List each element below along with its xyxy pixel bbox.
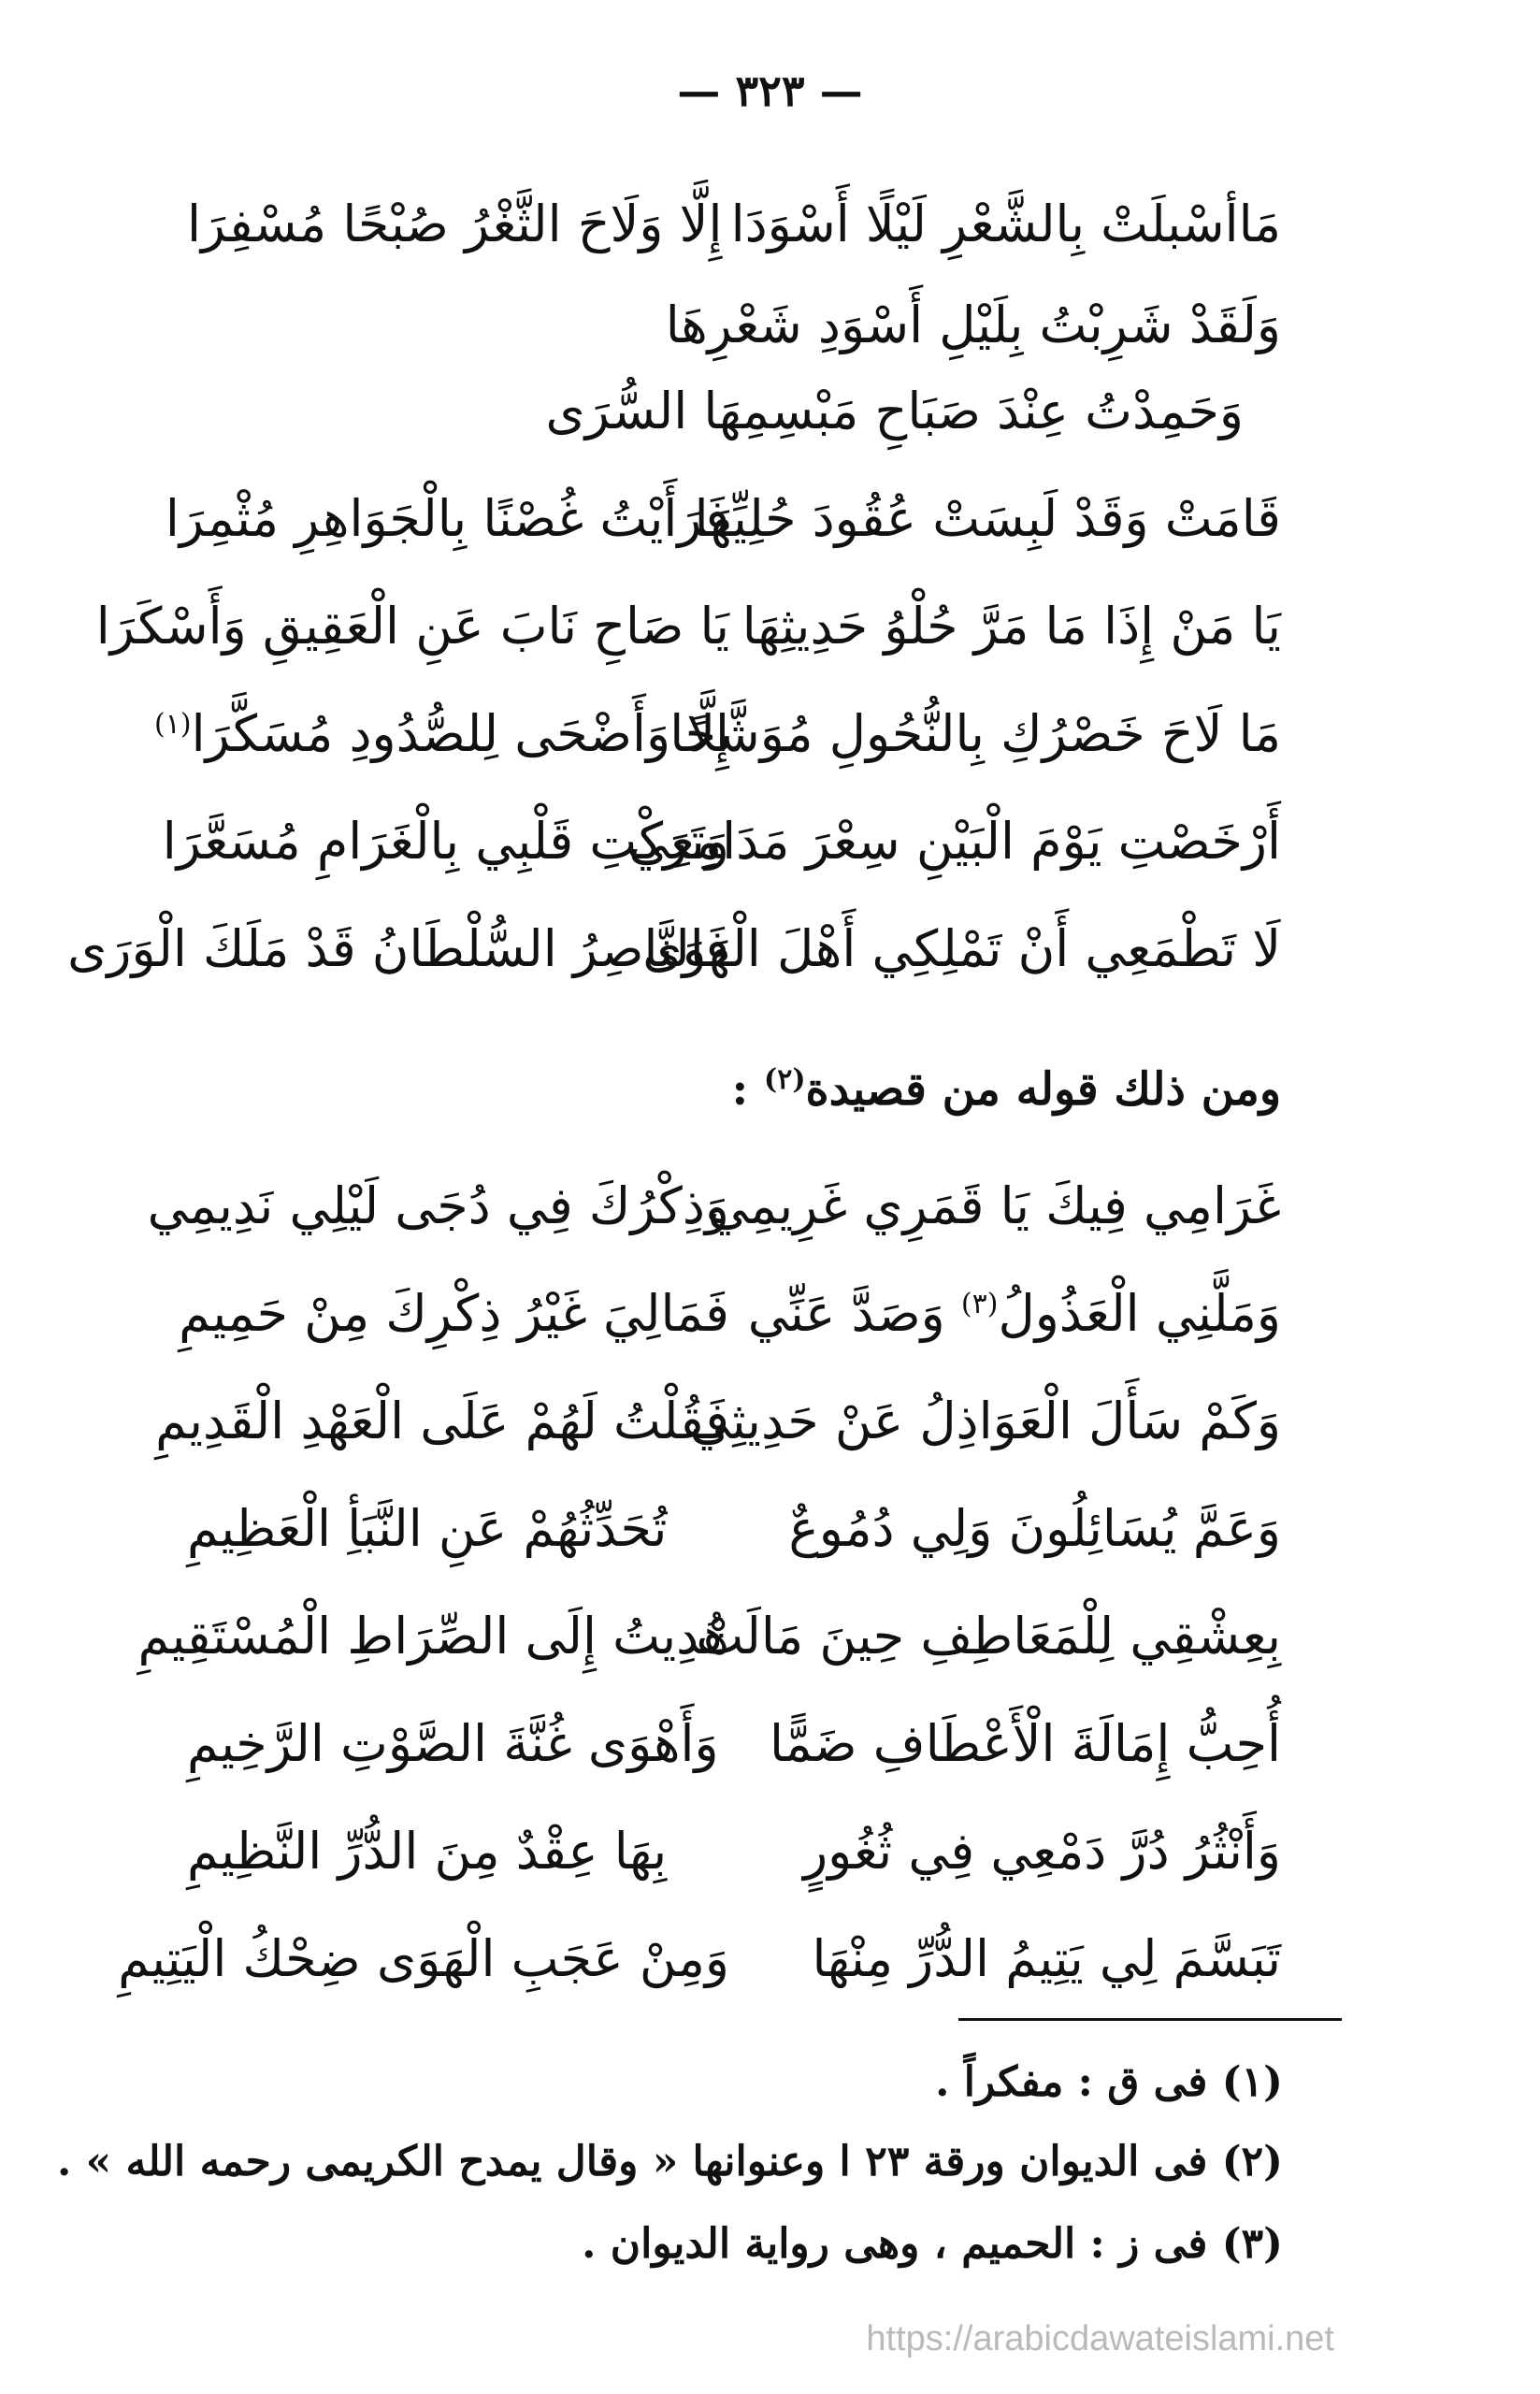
verse-second-hemistich: بِهَا عِقْدٌ مِنَ الدُّرِّ النَّظِيمِ [187, 1822, 668, 1881]
footnote-3: (٣) فى ز : الحميم ، وهى رواية الديوان . [582, 2220, 1283, 2268]
verse-first-hemistich: قَامَتْ وَقَدْ لَبِسَتْ عُقُودَ حُلِيِّهَا [694, 489, 1281, 548]
watermark-url: https://arabicdawateislami.net [866, 2319, 1334, 2358]
verse-second-hemistich: إِلَّا وَلَاحَ الثَّغْرُ صُبْحًا مُسْفِرَا [187, 195, 723, 253]
verse-first-hemistich: وَحَمِدْتُ عِنْدَ صَبَاحِ مَبْسِمِهَا السُّرَى [545, 382, 1244, 440]
verse-line [162, 804, 1281, 879]
verse-line [165, 482, 1281, 556]
verse-line [187, 1814, 1281, 1889]
verse-first-hemistich: وَلَقَدْ شَرِبْتُ بِلَيْلِ أَسْوَدِ شَعْرِهَا [665, 296, 1281, 354]
verse-second-hemistich: فَمَالِيَ غَيْرُ ذِكْرِكَ مِنْ حَمِيمِ [179, 1284, 729, 1343]
poem-intro [533, 1057, 1281, 1122]
verse-first-hemistich: أَرْخَصْتِ يَوْمَ الْبَيْنِ سِعْرَ مَدَامِعِي [628, 812, 1281, 871]
verse-first-hemistich: وَأَنْثُرُ دُرَّ دَمْعِي فِي ثُغُورٍ [803, 1822, 1281, 1881]
verse-first-hemistich: مَا لَاحَ خَصْرُكِ بِالنُّحُولِ مُوَشَّحًا [669, 704, 1281, 763]
verse-second-hemistich: يَا صَاحِ نَابَ عَنِ الْعَقِيقِ وَأَسْكَرَا [95, 597, 729, 656]
verse-text: وَمَلَّنِي الْعَذُولُ [998, 1284, 1281, 1343]
verse-line [187, 1707, 1281, 1781]
verse-first-hemistich: لَا تَطْمَعِي أَنْ تَمْلِكِي أَهْلَ الْهَوَى [642, 919, 1281, 978]
verse-first-hemistich: وَعَمَّ يُسَائِلُونَ وَلِي دُمُوعٌ [788, 1499, 1281, 1558]
verse-line [147, 1169, 1281, 1244]
verse-second-hemistich: تُحَدِّثُهُمْ عَنِ النَّبَأِ الْعَظِيمِ [187, 1499, 668, 1558]
verse-first-hemistich: بِعِشْقِي لِلْمَعَاطِفِ حِينَ مَالَتْ [696, 1607, 1281, 1666]
verse-first-hemistich [747, 1276, 1281, 1351]
verse-first-hemistich: وَكَمْ سَأَلَ الْعَوَاذِلُ عَنْ حَدِيثِي [689, 1392, 1281, 1450]
verse-second-hemistich: فَقُلْتُ لَهُمْ عَلَى الْعَهْدِ الْقَدِيمِ [155, 1392, 729, 1450]
intro-suffix: : [731, 1063, 764, 1116]
verse-text: إِلَّا وَأَضْحَى لِلصُّدُودِ مُسَكَّرَا [191, 704, 729, 763]
intro-text: ومن ذلك قوله من قصيدة [805, 1063, 1281, 1116]
verse-first-hemistich: مَاأسْبلَتْ بِالشَّعْرِ لَيْلًا أَسْوَدَا [730, 195, 1281, 253]
verse-second-hemistich: فَالنَّاصِرُ السُّلْطَانُ قَدْ مَلَكَ الْوَرَى [67, 919, 729, 978]
verse-second-hemistich: هُدِيتُ إِلَى الصِّرَاطِ الْمُسْتَقِيمِ [137, 1607, 729, 1666]
verse-first-hemistich: أُحِبُّ إِمَالَةَ الْأَعْطَافِ ضَمًّا [770, 1714, 1281, 1773]
verse-first-hemistich: غَرَامِي فِيكَ يَا قَمَرِي غَرِيمِي [707, 1176, 1281, 1235]
verse-second-hemistich [154, 697, 729, 772]
verse-first-hemistich: تَبَسَّمَ لِي يَتِيمُ الدُّرِّ مِنْهَا [812, 1929, 1281, 1988]
verse-second-hemistich: وَذِكْرُكَ فِي دُجَى لَيْلِي نَدِيمِي [147, 1176, 729, 1235]
verse-second-hemistich: وَمِنْ عَجَبِ الْهَوَى ضِحْكُ الْيَتِيمِ [118, 1929, 729, 1988]
verse-second-hemistich: وَأَهْوَى غُنَّةَ الصَّوْتِ الرَّخِيمِ [187, 1714, 719, 1773]
verse-first-hemistich: يَا مَنْ إِذَا مَا مَرَّ حُلْوُ حَدِيثِهَا [741, 597, 1281, 656]
verse-line [67, 912, 1281, 987]
verse-line [187, 374, 1281, 449]
footnote-2: (٢) فى الديوان ورقة ٢٣ ا وعنوانها « وقال يمدح الكريمى رحمه الله » . [57, 2138, 1283, 2185]
footnote-marker: (١) [154, 708, 192, 741]
footnote-1: (١) فى ق : مفكراً . [935, 2058, 1283, 2106]
verse-line [155, 1384, 1281, 1459]
page-number: — ٣٢٣ — [677, 65, 863, 116]
verse-line [154, 697, 1281, 772]
verse-line [187, 187, 1281, 262]
footnote-marker: (٣) [960, 1288, 999, 1320]
verse-line [187, 288, 1281, 363]
verse-line [95, 589, 1281, 664]
verse-second-hemistich: وَتَرَكْتِ قَلْبِي بِالْغَرَامِ مُسَعَّرَا [162, 812, 729, 871]
verse-line [187, 1492, 1281, 1566]
verse-text: وَصَدَّ عَنِّي [747, 1284, 961, 1343]
verse-line [179, 1276, 1281, 1351]
footnote-marker: (٢) [763, 1063, 806, 1096]
verse-line [137, 1599, 1281, 1674]
verse-line [118, 1922, 1281, 1997]
verse-second-hemistich: فَرَأَيْتُ غُصْنًا بِالْجَوَاهِرِ مُثْمِرَا [165, 489, 729, 548]
footnote-separator [958, 2018, 1342, 2021]
